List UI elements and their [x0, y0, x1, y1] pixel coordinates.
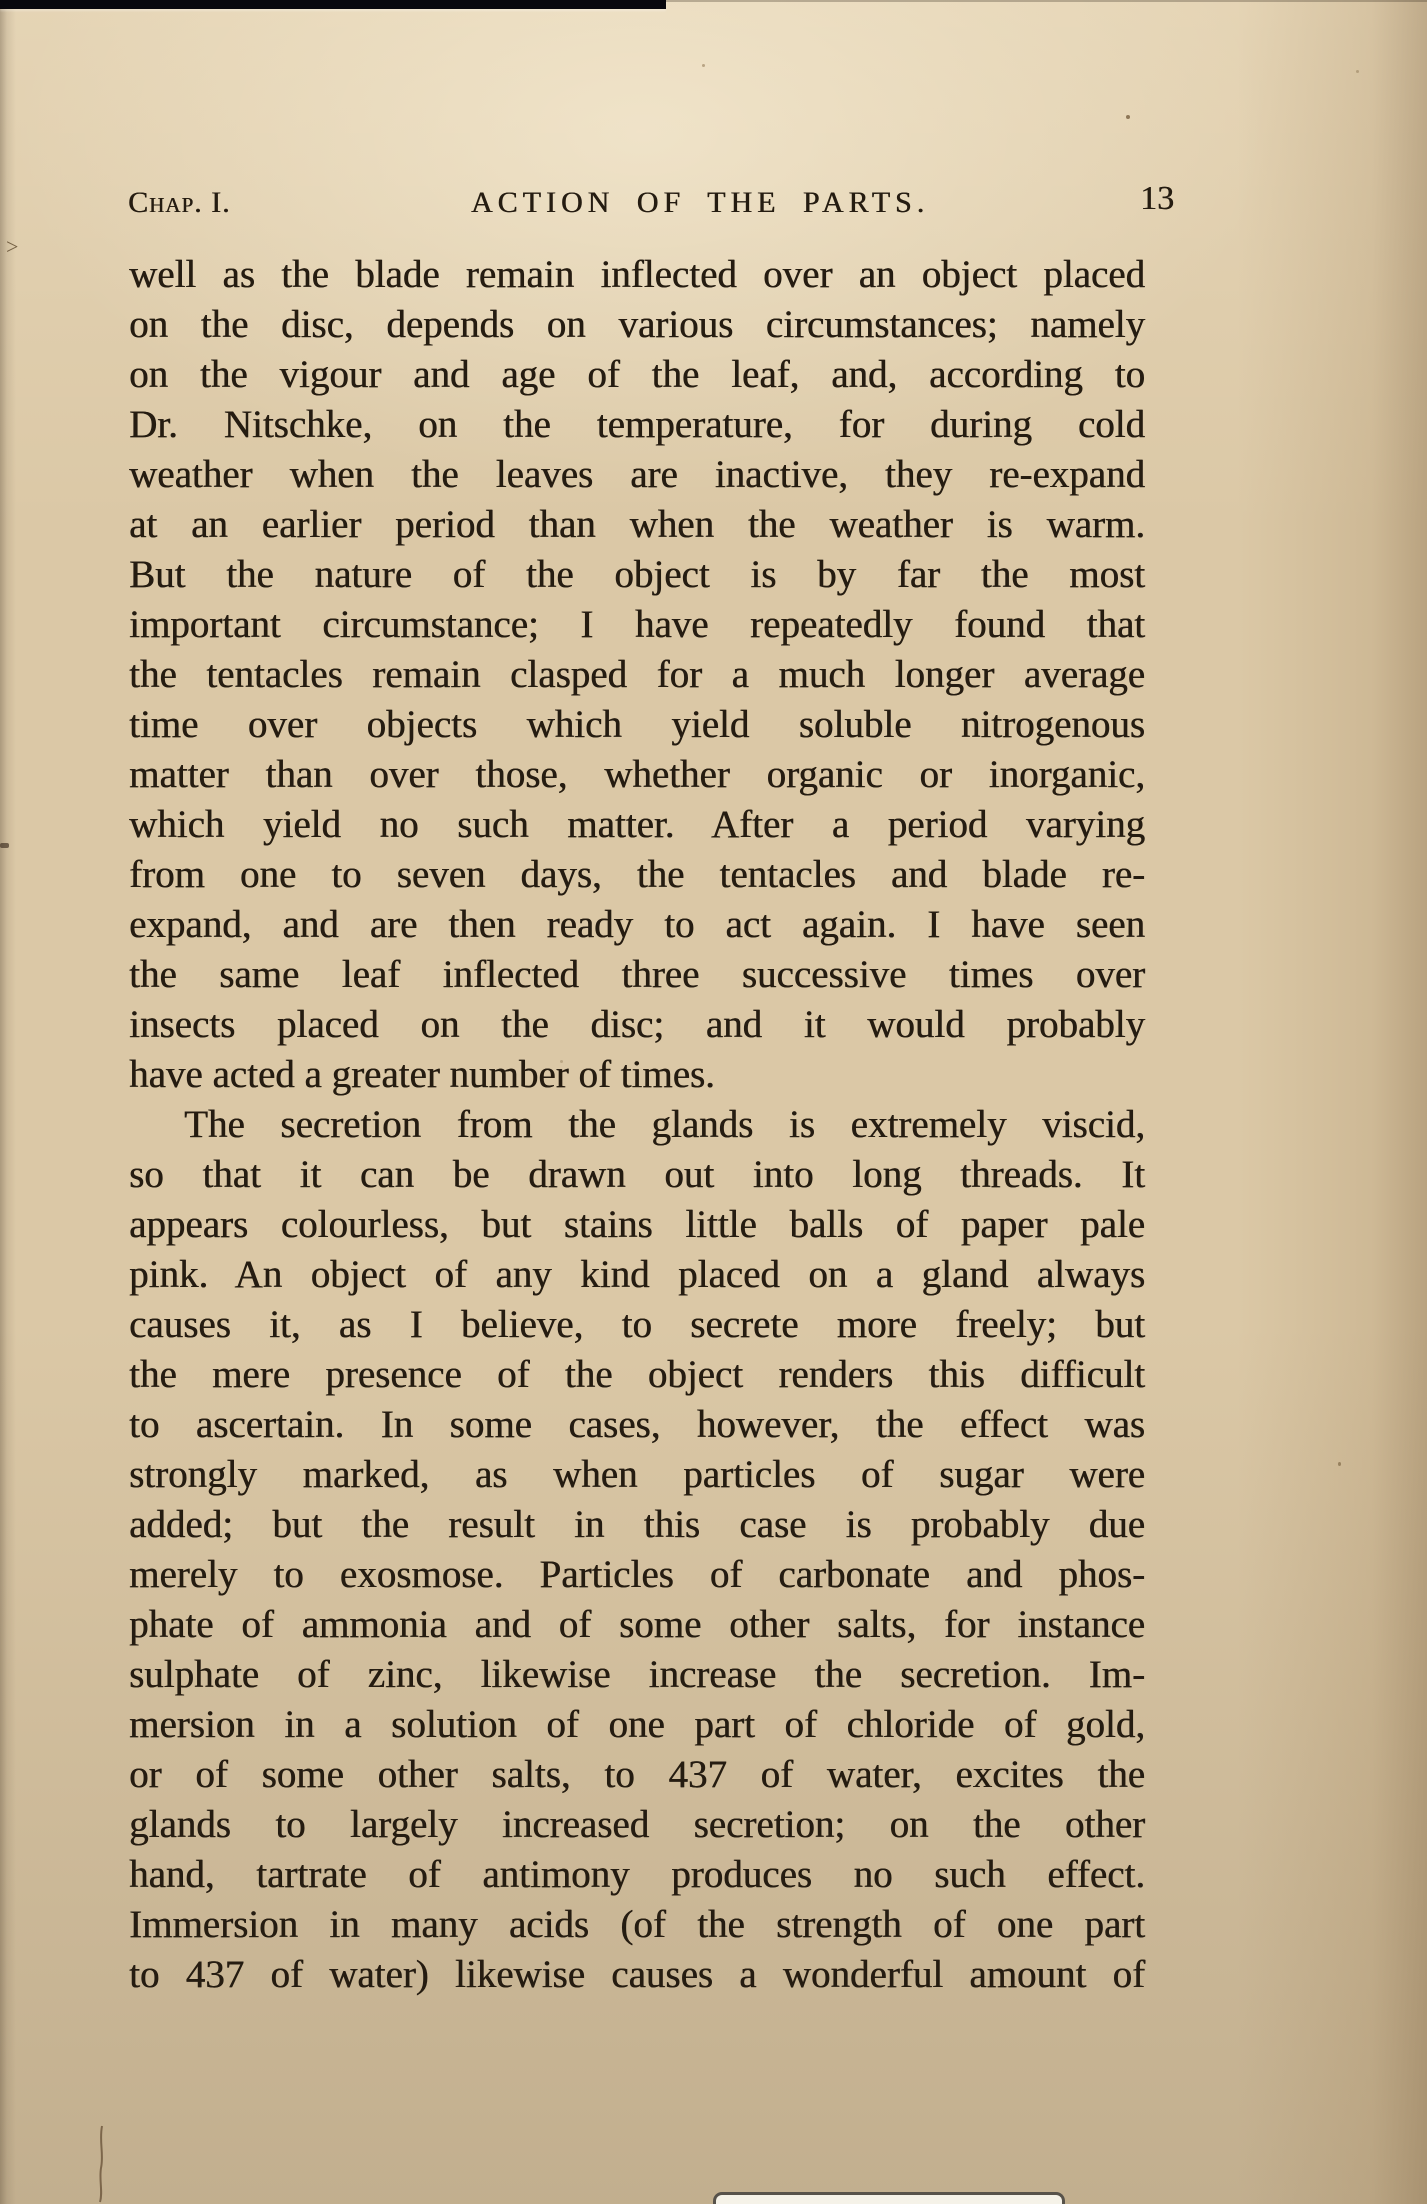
text-line: the same leaf inflected three successive times over [129, 953, 1145, 996]
margin-mark: > [6, 234, 19, 259]
next-page-edge [713, 2192, 1065, 2204]
text-line: at an earlier period than when the weather is warm. [129, 503, 1145, 546]
text-line: merely to exosmose. Particles of carbonate and phos- [129, 1553, 1145, 1596]
paper-speck [1356, 70, 1359, 73]
text-line: well as the blade remain inflected over an object placed [129, 253, 1145, 296]
text-line: on the disc, depends on various circumstances; namely [129, 303, 1145, 346]
text-line: causes it, as I believe, to secrete more freely; but [129, 1303, 1145, 1346]
text-line: Dr. Nitschke, on the temperature, for during cold [129, 403, 1145, 446]
text-line: on the vigour and age of the leaf, and, according to [129, 353, 1145, 396]
edge-mark [0, 843, 9, 848]
text-line: the mere presence of the object renders this difficult [129, 1353, 1145, 1396]
text-line: sulphate of zinc, likewise increase the secretion. Im- [129, 1653, 1145, 1696]
text-line: insects placed on the disc; and it would probably [129, 1003, 1145, 1046]
text-line: hand, tartrate of antimony produces no such effect. [129, 1853, 1145, 1896]
text-line: the tentacles remain clasped for a much longer average [129, 653, 1145, 696]
text-line: important circumstance; I have repeatedly found that [129, 603, 1145, 646]
text-line: But the nature of the object is by far the most [129, 553, 1145, 596]
text-line: strongly marked, as when particles of sugar were [129, 1453, 1145, 1496]
paper-crack-line [90, 2124, 114, 2204]
page-number: 13 [1140, 180, 1174, 217]
text-line: or of some other salts, to 437 of water, excites the [129, 1753, 1145, 1796]
text-line: pink. An object of any kind placed on a gland always [129, 1253, 1145, 1296]
text-line: glands to largely increased secretion; on the other [129, 1803, 1145, 1846]
text-line: The secretion from the glands is extremely viscid, [184, 1103, 1145, 1146]
text-line: matter than over those, whether organic or inorganic, [129, 753, 1145, 796]
paper-speck [1338, 1462, 1341, 1466]
paper-speck [702, 64, 705, 67]
text-line: to ascertain. In some cases, however, the effect was [129, 1403, 1145, 1446]
text-line: expand, and are then ready to act again. I have seen [129, 903, 1145, 946]
text-line: weather when the leaves are inactive, they re-expand [129, 453, 1145, 496]
text-line: added; but the result in this case is probably due [129, 1503, 1145, 1546]
paper-speck [560, 1060, 563, 1063]
paper-speck [1126, 115, 1130, 119]
chapter-label: Chap. I. [128, 186, 231, 219]
scan-black-bar [0, 0, 666, 9]
text-line: from one to seven days, the tentacles and blade re- [129, 853, 1145, 896]
text-line: which yield no such matter. After a period varying [129, 803, 1145, 846]
body-text [129, 250, 1145, 2000]
text-line: to 437 of water) likewise causes a wonderful amount of [129, 1953, 1145, 1996]
running-title: ACTION OF THE PARTS. [470, 186, 930, 219]
text-line: have acted a greater number of times. [129, 1053, 715, 1096]
text-line: Immersion in many acids (of the strength of one part [129, 1903, 1145, 1946]
text-line: so that it can be drawn out into long threads. It [129, 1153, 1145, 1196]
text-line: phate of ammonia and of some other salts, for instance [129, 1603, 1145, 1646]
text-line: time over objects which yield soluble nitrogenous [129, 703, 1145, 746]
text-line: appears colourless, but stains little balls of paper pale [129, 1203, 1145, 1246]
text-line: mersion in a solution of one part of chloride of gold, [129, 1703, 1145, 1746]
